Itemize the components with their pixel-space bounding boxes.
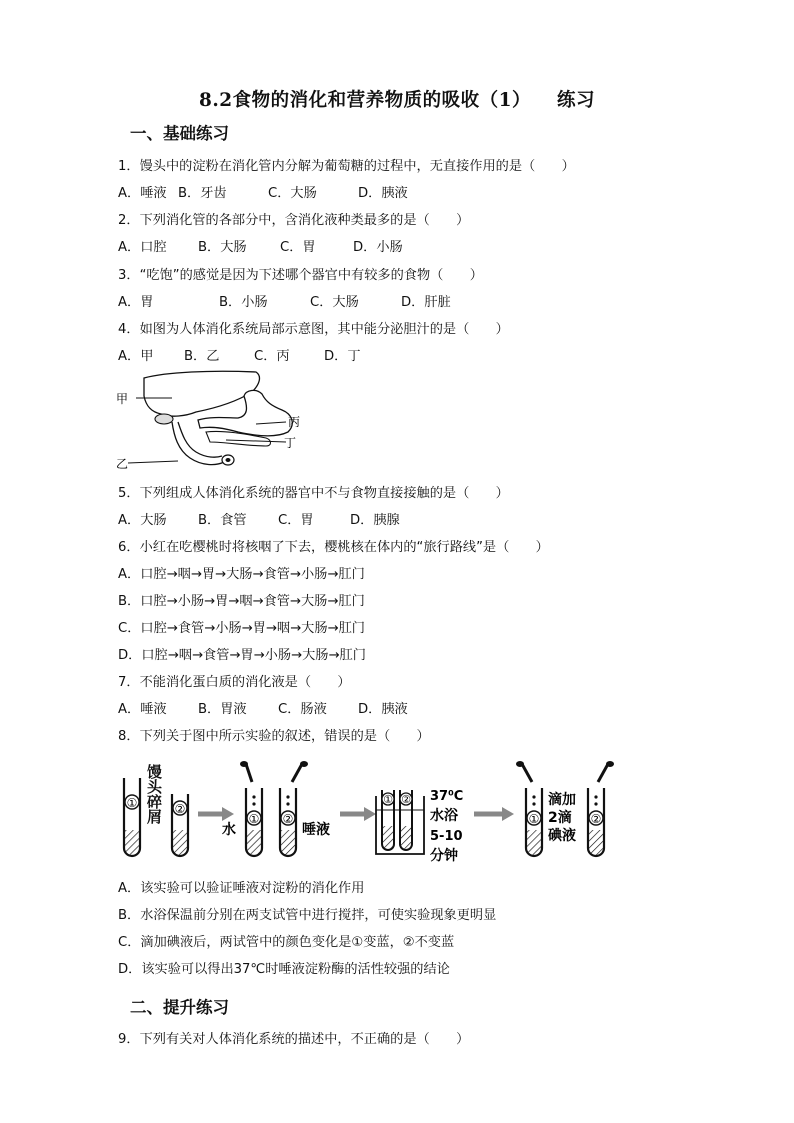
q1-option-b: B．牙齿 bbox=[178, 186, 227, 201]
step3-water-bath bbox=[376, 789, 463, 864]
step1-tube1-label: ① bbox=[126, 796, 138, 810]
label-mantou-crumbs: 馒头碎屑 bbox=[145, 764, 163, 824]
q1-option-c: C．大肠 bbox=[268, 186, 317, 201]
q5-option-c: C．胃 bbox=[278, 513, 314, 528]
q6-option-d: D．口腔→咽→食管→胃→小肠→大肠→肛门 bbox=[118, 648, 366, 663]
arrow-2-head bbox=[364, 807, 376, 821]
label-water-bath: 水浴 bbox=[430, 808, 458, 824]
step2-tubes bbox=[222, 761, 330, 856]
q5-option-a: A．大肠 bbox=[118, 513, 167, 528]
step1-tubes bbox=[124, 764, 188, 860]
title-main: 8.2食物的消化和营养物质的吸收（1） bbox=[198, 90, 532, 111]
q1-options bbox=[118, 182, 408, 201]
step4-tube2-label: ② bbox=[590, 812, 602, 826]
q2-option-d: D．小肠 bbox=[353, 240, 403, 255]
q3-options bbox=[118, 291, 451, 310]
label-drops: 2滴 bbox=[548, 810, 572, 826]
intestine-shape bbox=[172, 422, 224, 465]
step2-tube1-label: ① bbox=[248, 812, 260, 826]
q1-option-d: D．胰液 bbox=[358, 186, 408, 201]
q7-option-b: B．胃液 bbox=[198, 702, 247, 717]
step2-tube2-label: ② bbox=[282, 812, 294, 826]
label-yi: 乙 bbox=[116, 457, 129, 471]
q4-option-a: A．甲 bbox=[118, 349, 154, 364]
q4-options bbox=[118, 345, 361, 364]
q8-option-a: A．该实验可以验证唾液对淀粉的消化作用 bbox=[118, 881, 365, 896]
label-water: 水 bbox=[222, 822, 236, 838]
q7-option-d: D．胰液 bbox=[358, 702, 408, 717]
arrow-3-head bbox=[502, 807, 514, 821]
q6-option-b: B．口腔→小肠→胃→咽→食管→大肠→肛门 bbox=[118, 594, 365, 609]
q4-option-d: D．丁 bbox=[324, 349, 361, 364]
q2-options bbox=[118, 236, 403, 255]
section-advanced: 二、提升练习 bbox=[130, 998, 229, 1017]
q3-option-d: D．肝脏 bbox=[401, 295, 451, 310]
label-saliva: 唾液 bbox=[302, 822, 330, 838]
q8-option-b: B．水浴保温前分别在两支试管中进行搅拌，可使实验现象更明显 bbox=[118, 908, 497, 923]
label-bing: 丙 bbox=[288, 415, 301, 429]
page-title bbox=[0, 86, 794, 112]
label-jia: 甲 bbox=[116, 392, 129, 406]
q6-option-a: A．口腔→咽→胃→大肠→食管→小肠→肛门 bbox=[118, 567, 365, 582]
q7-options bbox=[118, 698, 408, 717]
q7-stem: 7．不能消化蛋白质的消化液是（ ） bbox=[118, 675, 351, 690]
arrow-1-head bbox=[222, 807, 234, 821]
q3-option-c: C．大肠 bbox=[310, 295, 359, 310]
step1-tube2-label: ② bbox=[174, 802, 186, 816]
q3-stem: 3．“吃饱”的感觉是因为下述哪个器官中有较多的食物（ ） bbox=[118, 268, 483, 283]
digestive-system-diagram bbox=[116, 366, 316, 474]
q3-option-b: B．小肠 bbox=[219, 295, 268, 310]
label-ding: 丁 bbox=[284, 436, 297, 450]
q2-option-a: A．口腔 bbox=[118, 240, 167, 255]
q4-option-c: C．丙 bbox=[254, 349, 290, 364]
q9-stem: 9．下列有关对人体消化系统的描述中，不正确的是（ ） bbox=[118, 1032, 470, 1047]
label-duration: 5-10 bbox=[430, 829, 463, 844]
q5-options bbox=[118, 509, 400, 528]
q3-option-a: A．胃 bbox=[118, 295, 154, 310]
q6-option-c: C．口腔→食管→小肠→胃→咽→大肠→肛门 bbox=[118, 621, 365, 636]
label-minutes: 分钟 bbox=[430, 848, 458, 864]
label-temperature: 37⁰C bbox=[430, 789, 464, 804]
q6-stem: 6．小红在吃樱桃时将核咽了下去，樱桃核在体内的“旅行路线”是（ ） bbox=[118, 540, 549, 555]
step4-tube1-label: ① bbox=[528, 812, 540, 826]
q8-stem: 8．下列关于图中所示实验的叙述，错误的是（ ） bbox=[118, 729, 430, 744]
q4-stem: 4．如图为人体消化系统局部示意图，其中能分泌胆汁的是（ ） bbox=[118, 322, 509, 337]
title-suffix: 练习 bbox=[557, 90, 596, 111]
q8-option-c: C．滴加碘液后，两试管中的颜色变化是①变蓝，②不变蓝 bbox=[118, 935, 455, 950]
q2-option-c: C．胃 bbox=[280, 240, 316, 255]
label-iodine: 碘液 bbox=[548, 828, 576, 844]
q7-option-c: C．肠液 bbox=[278, 702, 327, 717]
liver-shape bbox=[144, 371, 259, 416]
q7-option-a: A．唾液 bbox=[118, 702, 167, 717]
step3-tube2-label: ② bbox=[401, 793, 411, 806]
q5-stem: 5．下列组成人体消化系统的器官中不与食物直接接触的是（ ） bbox=[118, 486, 509, 501]
q1-stem: 1．馒头中的淀粉在消化管内分解为葡萄糖的过程中，无直接作用的是（ ） bbox=[118, 159, 575, 174]
section-basic: 一、基础练习 bbox=[130, 124, 229, 143]
q2-option-b: B．大肠 bbox=[198, 240, 247, 255]
step4-tubes bbox=[516, 761, 614, 856]
q5-option-b: B．食管 bbox=[198, 513, 247, 528]
intestine-end-hole bbox=[226, 458, 231, 462]
label-add: 滴加 bbox=[548, 792, 576, 808]
gallbladder-shape bbox=[155, 414, 173, 424]
step3-tube1-label: ① bbox=[383, 793, 393, 806]
q1-option-a: A．唾液 bbox=[118, 186, 167, 201]
q4-option-b: B．乙 bbox=[184, 349, 220, 364]
q2-stem: 2．下列消化管的各部分中，含消化液种类最多的是（ ） bbox=[118, 213, 470, 228]
q8-option-d: D．该实验可以得出37℃时唾液淀粉酶的活性较强的结论 bbox=[118, 962, 450, 977]
salivary-amylase-experiment-diagram bbox=[118, 760, 638, 868]
q5-option-d: D．胰腺 bbox=[350, 513, 400, 528]
leader-yi bbox=[128, 461, 178, 463]
